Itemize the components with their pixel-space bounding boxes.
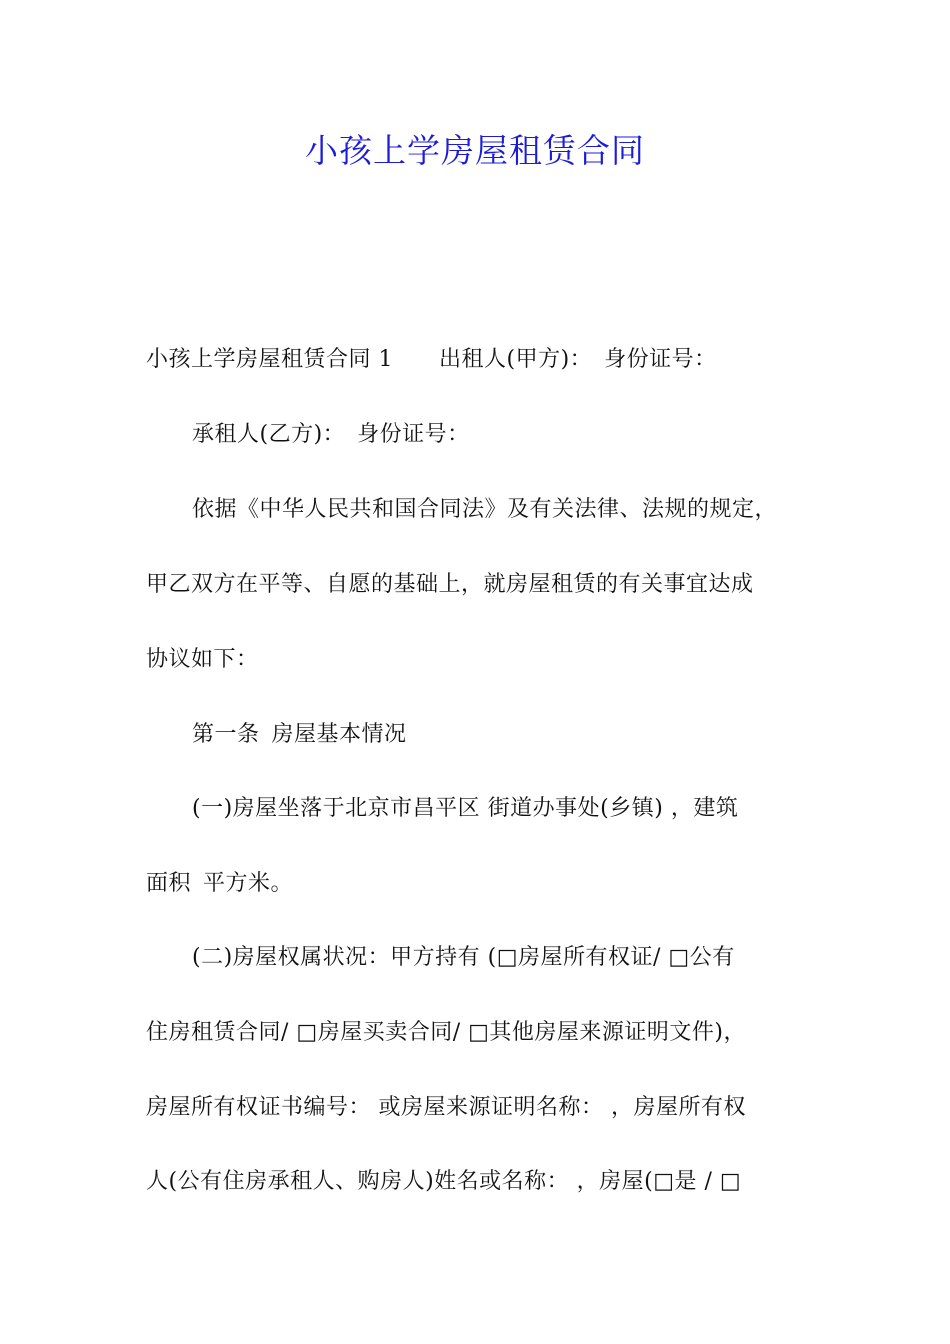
paragraph-line: (一)房屋坐落于北京市昌平区 街道办事处(乡镇) ，建筑 [192,796,739,821]
article-title: 房屋基本情况 [271,722,407,747]
article-heading [192,719,407,751]
paragraph-line: 依据《中华人民共和国合同法》及有关法律、法规的规定， [192,497,778,522]
contract-subtitle: 小孩上学房屋租赁合同 1 [146,347,393,372]
document-title: 小孩上学房屋租赁合同 [305,131,645,170]
lessee-id-label: 身份证号： [357,422,470,447]
area-unit: 平方米。 [203,871,294,896]
paragraph-line: 协议如下： [146,647,259,672]
lessor-label: 出租人(甲方)： [439,347,593,372]
lessee-label: 承租人(乙方)： [192,422,346,447]
area-line [146,868,293,900]
paragraph-line: 人(公有住房承租人、购房人)姓名或名称： ，房屋(□是 / □ [146,1169,742,1194]
paragraph-line: 甲乙双方在平等、自愿的基础上，就房屋租赁的有关事宜达成 [146,572,754,597]
paragraph-line: (二)房屋权属状况：甲方持有 (□房屋所有权证/ □公有 [192,945,735,970]
area-label: 面积 [146,871,192,896]
paragraph-line: 房屋所有权证书编号： 或房屋来源证明名称： ，房屋所有权 [146,1095,746,1120]
line-contract-heading [146,344,717,376]
paragraph-line: 住房租赁合同/ □房屋买卖合同/ □其他房屋来源证明文件)， [146,1020,746,1045]
lessor-id-label: 身份证号： [604,347,717,372]
line-lessee [192,419,470,451]
article-number: 第一条 [192,722,260,747]
